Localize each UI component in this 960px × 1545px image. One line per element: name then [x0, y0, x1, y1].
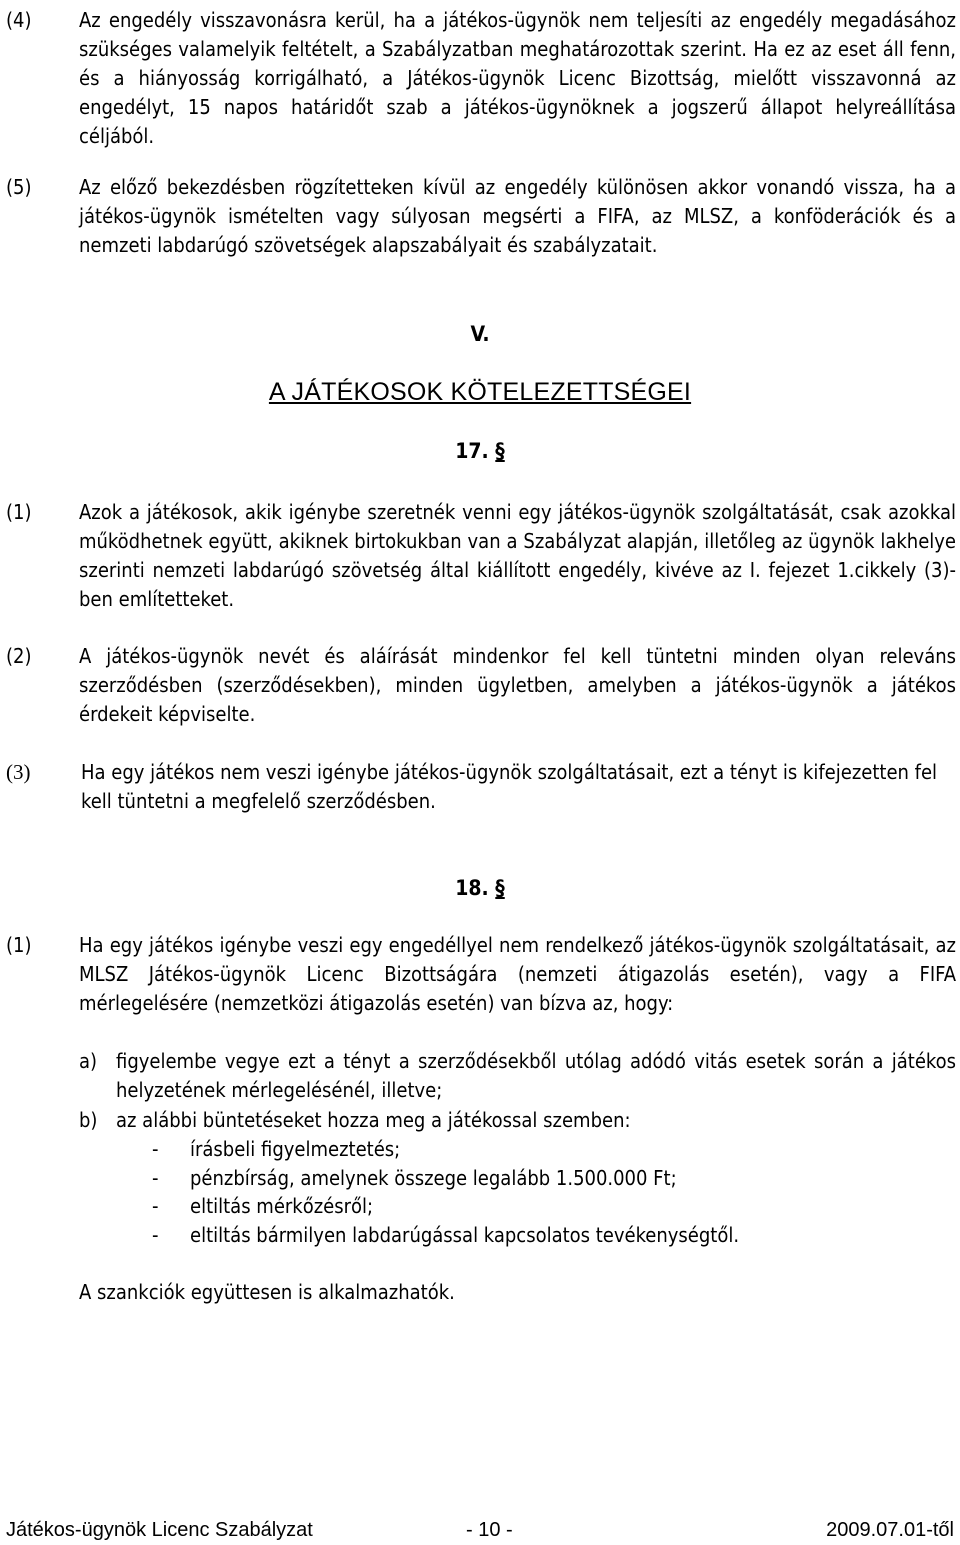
paragraph-text: Az engedély visszavonásra kerül, ha a játékos-ügynök nem teljesíti az engedély megadásához szükséges valamelyik feltételt, a Szabályzatban meghatározottak szerint. Ha ez az eset áll fenn, és a hiányosság korrigálható, a Játékos-ügynök Licenc Bizottság, mielőtt visszavonná az engedélyt, 15 napos határidőt szab a játékos-ügynöknek a jogszerű állapot helyreállítása céljából. — [79, 8, 956, 148]
section-symbol: § — [495, 439, 505, 463]
paragraph-number: (3) — [6, 760, 31, 784]
list-item-a — [0, 1047, 956, 1107]
penalty-text: eltiltás bármilyen labdarúgással kapcsolatos tevékenységtől. — [190, 1223, 740, 1247]
footer-page-number: - 10 - — [466, 1519, 513, 1541]
section-17-paragraph-2 — [0, 642, 956, 732]
section-number: 17. — [455, 439, 489, 463]
section-number: 18. — [455, 876, 489, 900]
paragraph-text: Ha egy játékos igénybe veszi egy engedéllyel nem rendelkező játékos-ügynök szolgáltatásait, az MLSZ Játékos-ügynök Licenc Bizottságára (nemzeti átigazolás esetén), vagy a FIFA mérlegelésére (nemzetközi átigazolás esetén) van bízva az, hogy: — [79, 933, 956, 1015]
paragraph-5 — [0, 173, 956, 263]
footer-effective-date: 2009.07.01-től — [826, 1519, 954, 1541]
list-item-text: figyelembe vegye ezt a tényt a szerződésekből utólag adódó vitás esetek során a játékos helyzetének mérlegelésénél, illetve; — [116, 1049, 956, 1102]
penalty-item — [0, 1164, 956, 1193]
page-footer — [0, 1518, 960, 1542]
penalty-text: eltiltás mérkőzésről; — [190, 1194, 374, 1218]
paragraph-number: (1) — [6, 933, 32, 957]
section-17-paragraph-1 — [0, 498, 956, 618]
list-marker: b) — [79, 1108, 98, 1132]
section-18-heading — [0, 876, 960, 900]
dash-marker: - — [152, 1223, 159, 1247]
dash-marker: - — [152, 1166, 159, 1190]
section-18-paragraph-1 — [0, 931, 956, 1021]
list-item-b — [0, 1106, 956, 1136]
list-item-text: az alábbi büntetéseket hozza meg a játékossal szemben: — [116, 1108, 631, 1132]
chapter-title: A JÁTÉKOSOK KÖTELEZETTSÉGEI — [268, 378, 692, 406]
paragraph-4 — [0, 6, 956, 148]
paragraph-text: Ha egy játékos nem veszi igénybe játékos-ügynök szolgáltatásait, ezt a tényt is kifejezetten fel kell tüntetni a megfelelő szerződésben. — [81, 760, 938, 813]
paragraph-text: A játékos-ügynök nevét és aláírását mindenkor fel kell tüntetni minden olyan releváns szerződésben (szerződésekben), minden ügyletben, amelyben a játékos-ügynök a játékos érdekeit képviselte. — [79, 644, 956, 726]
paragraph-text: Az előző bekezdésben rögzítetteken kívül az engedély különösen akkor vonandó vissza, ha a játékos-ügynök ismételten vagy súlyosan megsérti a FIFA, az MLSZ, a konföderációk és a nemzeti labdarúgó szövetségek alapszabályait és szabályzatait. — [79, 175, 956, 257]
section-17-paragraph-3 — [0, 758, 956, 818]
penalty-item — [0, 1192, 956, 1221]
paragraph-text: Azok a játékosok, akik igénybe szeretnék venni egy játékos-ügynök szolgáltatását, csak azokkal működhetnek együtt, akiknek birtokukban van a Szabályzat alapján, illetőleg az ügynök lakhelye szerinti nemzeti labdarúgó szövetség által kiállított engedély, kivéve az I. fejezet 1.cikkely (3)-ben említetteket. — [79, 500, 956, 611]
paragraph-number: (1) — [6, 500, 32, 524]
dash-marker: - — [152, 1194, 159, 1218]
closing-sentence: A szankciók együttesen is alkalmazhatók. — [79, 1280, 455, 1304]
list-marker: a) — [79, 1049, 98, 1073]
section-17-heading — [0, 439, 960, 463]
penalty-item — [0, 1221, 956, 1250]
paragraph-number: (2) — [6, 644, 32, 668]
dash-marker: - — [152, 1137, 159, 1161]
section-symbol: § — [495, 876, 505, 900]
chapter-number: V. — [470, 322, 490, 346]
penalty-text: pénzbírság, amelynek összege legalább 1.500.000 Ft; — [190, 1166, 677, 1190]
penalty-text: írásbeli figyelmeztetés; — [190, 1137, 401, 1161]
penalty-item — [0, 1135, 956, 1164]
footer-document-title: Játékos-ügynök Licenc Szabályzat — [6, 1519, 313, 1541]
paragraph-number: (5) — [6, 175, 32, 199]
paragraph-number: (4) — [6, 8, 32, 32]
